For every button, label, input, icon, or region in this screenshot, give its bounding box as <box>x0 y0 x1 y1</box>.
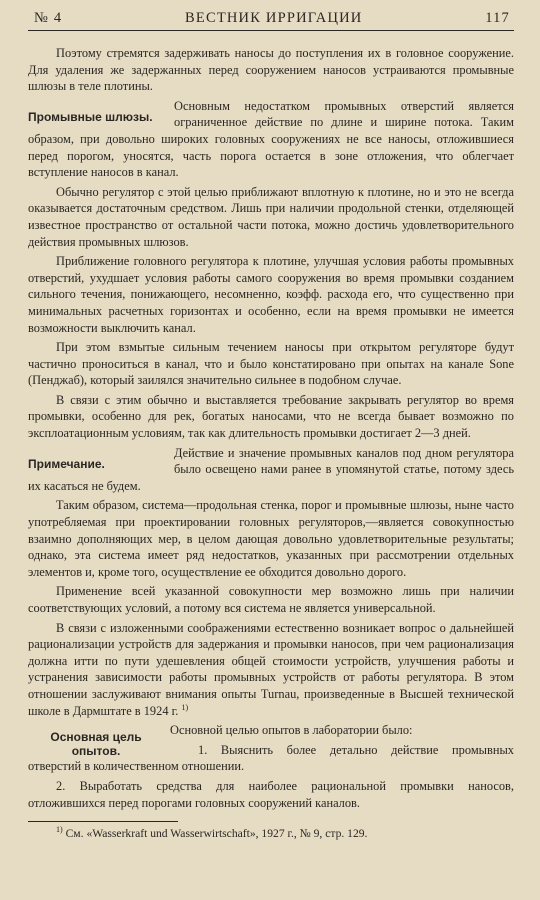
latin-term: Sone <box>489 356 514 371</box>
article-body <box>28 45 514 841</box>
footnote-reference: 1) <box>181 702 189 712</box>
paragraph: 1. Выяснить более детально действие промывных отверстий в количественном отношении. <box>28 742 514 774</box>
footnote-text: См. «Wasserkraft und Wasserwirtschaft», 1927 г., № 9, стр. 129. <box>65 827 368 841</box>
text-run: (Пенджаб), который заилялся значительно сильнее в подобном случае. <box>28 373 402 388</box>
text-run: , произведенные в Высшей технической школе в Дармштате в 1924 г. <box>28 686 514 718</box>
paragraph: 2. Выработать средства для наиболее рациональной промывки наносов, отложившихся перед порогами головных сооружений каналов. <box>28 778 514 810</box>
paragraph <box>28 620 514 720</box>
paragraph: В связи с этим обычно и выставляется требование закрывать регулятор во время промывки, особенно для рек, богатых наносами, что не всегда бывает возможно по эксплоатационным условиям, так как длительность промывки достигает 2—3 дней. <box>28 392 514 441</box>
paragraph: Основной целью опытов в лаборатории было: <box>170 723 413 738</box>
paragraph: Применение всей указанной совокупности мер возможно лишь при наличии соответствующих условий, а потому вся система не является универсальной. <box>28 584 514 615</box>
journal-title: ВЕСТНИК ИРРИГАЦИИ <box>185 10 363 26</box>
latin-term: Turnau <box>260 686 297 701</box>
paragraph: Действие и значение промывных каналов под дном регулятора было освещено нами ранее в упомянутой статье, потому здесь их касаться не будем. <box>28 445 514 493</box>
paragraph: Основным недостатком промывных отверстий является ограниченное действие по длине и ширине потока. Таким образом, при довольно широких головных сооружениях не все наносы, отложившиеся перед порогом, уносятся, часть порога остается в зоне отложения, что облегчает вступление наносов в канал. <box>28 98 514 180</box>
page-number: 117 <box>485 10 510 26</box>
issue-number: № 4 <box>34 10 63 26</box>
footnote <box>28 826 514 841</box>
footnote-marker: 1) <box>56 825 63 835</box>
section-heading-promyvnye-shlyuzy: Промывные шлюзы. <box>28 109 153 124</box>
footnote-divider <box>28 821 178 822</box>
paragraph: Приближение головного регулятора к плотине, улучшая условия работы промывных отверстий, ухудшает условия работы самого сооружения во время промывки созданием сильного течения, понижающего, несомненно, коэфф. расхода его, что существенно при минимальных расчетных горизонтах и особенно, если на время промывки не имеется возможности выключить канал. <box>28 254 514 335</box>
section-heading-primechanie: Примечание. <box>28 456 105 471</box>
text-run: В связи с изложенными соображениями естественно возникает вопрос о дальнейшей рационализации устройств для задержания и промывки наносов, при чем рационализация должна итти по пути удешевления общей стоимости устройств, улучшения работы и устранения зависимости работы промывных устройств от работы регулятора. В этом отношении заслуживают внимания опыты <box>28 620 514 701</box>
section-heading-osnovnaya-tsel: Основная цель опытов. <box>50 730 142 759</box>
paragraph: Обычно регулятор с этой целью приближают вплотную к плотине, но и это не всегда оказывается достаточным средством. Лишь при наличии продольной стенки, отделяющей известное пространство от остальной части потока, можно достичь удовлетворительного действия промывных шлюзов. <box>28 184 514 249</box>
text-run: При этом взмытые сильным течением наносы при открытом регуляторе будут частично проноситься в канал, что и было констатировано при опытах на канале <box>28 340 514 371</box>
paragraph: Поэтому стремятся задерживать наносы до поступления их в головное сооружение. Для удаления же задержанных перед сооружением наносов устраиваются промывные шлюзы в теле плотины. <box>28 46 514 94</box>
running-header <box>28 8 514 31</box>
paragraph <box>28 339 514 389</box>
paragraph: Таким образом, система—продольная стенка, порог и промывные шлюзы, ныне часто употребляемая при проектировании головных регуляторов,—является совокупностью взаимно дополняющих мер, в целом дающая довольно удовлетворительные результаты; однако, эта система имеет ряд недостатков, указанных при рассмотрении отдельных элементов и, кроме того, осуществление ее обходится довольно дорого. <box>28 498 514 579</box>
